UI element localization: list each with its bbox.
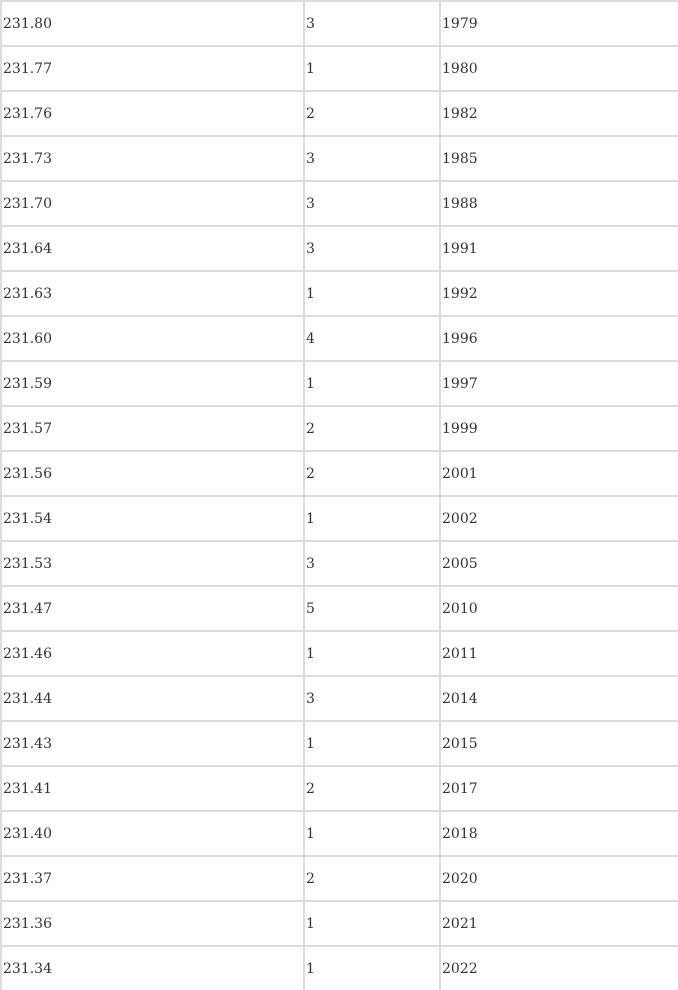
table-row <box>1 631 678 676</box>
table-cell-col1: 231.36 <box>1 901 304 946</box>
table-row <box>1 721 678 766</box>
table-cell-col1: 231.57 <box>1 406 304 451</box>
table-cell-col2: 1 <box>304 946 440 990</box>
table-cell-col3: 2002 <box>440 496 678 541</box>
table-cell-col2: 3 <box>304 181 440 226</box>
table-cell-col3: 1982 <box>440 91 678 136</box>
table-cell-col1: 231.59 <box>1 361 304 406</box>
table-cell-col2: 3 <box>304 676 440 721</box>
table-cell-col1: 231.47 <box>1 586 304 631</box>
table-cell-col2: 4 <box>304 316 440 361</box>
table-cell-col3: 2010 <box>440 586 678 631</box>
table-row <box>1 181 678 226</box>
table-row <box>1 91 678 136</box>
table-cell-col3: 2021 <box>440 901 678 946</box>
table-cell-col1: 231.77 <box>1 46 304 91</box>
table-cell-col3: 1979 <box>440 1 678 46</box>
table-row <box>1 856 678 901</box>
table-cell-col2: 3 <box>304 226 440 271</box>
table-cell-col1: 231.60 <box>1 316 304 361</box>
table-row <box>1 226 678 271</box>
table-cell-col3: 2020 <box>440 856 678 901</box>
table-cell-col3: 2001 <box>440 451 678 496</box>
table-row <box>1 46 678 91</box>
table-cell-col1: 231.73 <box>1 136 304 181</box>
table-row <box>1 496 678 541</box>
table-cell-col1: 231.40 <box>1 811 304 856</box>
table-cell-col1: 231.46 <box>1 631 304 676</box>
table-cell-col2: 3 <box>304 136 440 181</box>
table-row <box>1 946 678 990</box>
table-cell-col3: 1991 <box>440 226 678 271</box>
table-cell-col2: 1 <box>304 631 440 676</box>
table-cell-col1: 231.63 <box>1 271 304 316</box>
table-row <box>1 811 678 856</box>
table-cell-col1: 231.37 <box>1 856 304 901</box>
table-row <box>1 676 678 721</box>
table-cell-col2: 5 <box>304 586 440 631</box>
table-cell-col3: 2011 <box>440 631 678 676</box>
table-cell-col3: 1992 <box>440 271 678 316</box>
table-cell-col3: 2005 <box>440 541 678 586</box>
table-cell-col2: 3 <box>304 1 440 46</box>
table-cell-col2: 2 <box>304 856 440 901</box>
table-cell-col3: 2015 <box>440 721 678 766</box>
table-cell-col2: 1 <box>304 361 440 406</box>
table-cell-col3: 1988 <box>440 181 678 226</box>
table-row <box>1 406 678 451</box>
table-cell-col1: 231.80 <box>1 1 304 46</box>
table-cell-col1: 231.53 <box>1 541 304 586</box>
table-row <box>1 901 678 946</box>
table-row <box>1 586 678 631</box>
table-row <box>1 316 678 361</box>
table-cell-col3: 2022 <box>440 946 678 990</box>
table-cell-col2: 2 <box>304 406 440 451</box>
table-cell-col1: 231.44 <box>1 676 304 721</box>
table-cell-col2: 2 <box>304 766 440 811</box>
table-cell-col3: 1996 <box>440 316 678 361</box>
table-cell-col3: 1985 <box>440 136 678 181</box>
table-cell-col3: 1999 <box>440 406 678 451</box>
table-cell-col2: 3 <box>304 541 440 586</box>
table-row <box>1 451 678 496</box>
table-cell-col1: 231.34 <box>1 946 304 990</box>
table-row <box>1 1 678 46</box>
table-cell-col1: 231.70 <box>1 181 304 226</box>
table-row <box>1 361 678 406</box>
table-cell-col1: 231.54 <box>1 496 304 541</box>
table-cell-col2: 1 <box>304 721 440 766</box>
table-cell-col2: 1 <box>304 901 440 946</box>
table-body <box>1 1 678 990</box>
table-cell-col2: 1 <box>304 271 440 316</box>
table-cell-col3: 1997 <box>440 361 678 406</box>
table-cell-col1: 231.43 <box>1 721 304 766</box>
table-cell-col3: 2018 <box>440 811 678 856</box>
table-cell-col1: 231.64 <box>1 226 304 271</box>
table-cell-col1: 231.41 <box>1 766 304 811</box>
table-row <box>1 541 678 586</box>
table-cell-col2: 1 <box>304 496 440 541</box>
table-cell-col2: 1 <box>304 46 440 91</box>
table-cell-col3: 2014 <box>440 676 678 721</box>
table-row <box>1 136 678 181</box>
table-cell-col3: 2017 <box>440 766 678 811</box>
table-cell-col2: 1 <box>304 811 440 856</box>
table-cell-col1: 231.76 <box>1 91 304 136</box>
table-row <box>1 271 678 316</box>
table-cell-col3: 1980 <box>440 46 678 91</box>
table-cell-col1: 231.56 <box>1 451 304 496</box>
table-cell-col2: 2 <box>304 451 440 496</box>
table-row <box>1 766 678 811</box>
table-cell-col2: 2 <box>304 91 440 136</box>
